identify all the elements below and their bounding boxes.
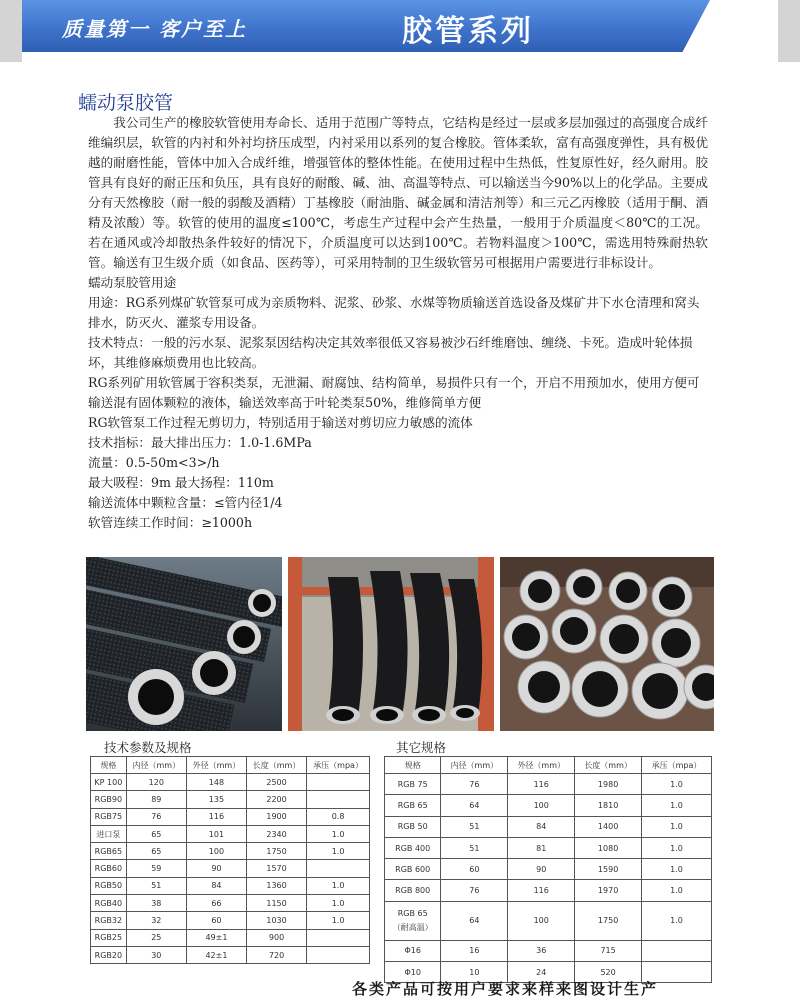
- table-cell: 51: [441, 837, 508, 858]
- table-cell: 1360: [247, 877, 307, 894]
- table-cell: [307, 946, 370, 963]
- table-cell: 116: [508, 880, 575, 901]
- table-row: [385, 880, 712, 901]
- table-row: [91, 860, 370, 877]
- table-cell: RGB60: [91, 860, 127, 877]
- table-header-cell: 长度（mm）: [247, 757, 307, 774]
- table-cell: 1030: [247, 912, 307, 929]
- table-header-cell: 承压（mpa）: [642, 757, 712, 774]
- table-cell: RGB 65: [385, 795, 441, 816]
- table-cell: 30: [126, 946, 186, 963]
- table-cell: 116: [186, 808, 246, 825]
- table-row: [385, 901, 712, 940]
- table-row: [91, 825, 370, 842]
- table-cell: 66: [186, 895, 246, 912]
- table-cell: 720: [247, 946, 307, 963]
- table-cell: 76: [441, 774, 508, 795]
- table-header-cell: 内径（mm）: [441, 757, 508, 774]
- table-cell: RGB 600: [385, 859, 441, 880]
- table-cell: RGB50: [91, 877, 127, 894]
- table-cell: Φ10: [385, 962, 441, 983]
- table-cell: RGB 65 （耐高温）: [385, 901, 441, 940]
- table-cell: 1900: [247, 808, 307, 825]
- usage-paragraph: 用途：RG系列煤矿软管泵可成为亲质物料、泥浆、砂浆、水煤等物质输送首选设备及煤矿井下水仓清理和窝头排水，防灭火、灌浆专用设备。: [88, 295, 700, 330]
- table2-title: 其它规格: [396, 740, 447, 755]
- footer-note: 各类产品可按用户要求来样来图设计生产: [352, 980, 659, 998]
- table-cell: RGB 400: [385, 837, 441, 858]
- table-cell: 1570: [247, 860, 307, 877]
- table-cell: 89: [126, 791, 186, 808]
- table-cell: 120: [126, 774, 186, 791]
- table-cell: RGB25: [91, 929, 127, 946]
- table-cell: 1.0: [642, 774, 712, 795]
- table-cell: 1.0: [642, 859, 712, 880]
- table-cell: 16: [441, 940, 508, 961]
- table-cell: 90: [186, 860, 246, 877]
- table-cell: 135: [186, 791, 246, 808]
- table-cell: 1.0: [307, 912, 370, 929]
- table-cell: 0.8: [307, 808, 370, 825]
- spec-line-4: 输送流体中颗粒含量：≤管内径1/4: [88, 495, 283, 510]
- table-cell: RGB 50: [385, 816, 441, 837]
- table-cell: 1750: [575, 901, 642, 940]
- table-cell: 59: [126, 860, 186, 877]
- table-cell: 1.0: [307, 877, 370, 894]
- table-cell: RGB40: [91, 895, 127, 912]
- table-cell: [642, 940, 712, 961]
- table-header-cell: 承压（mpa）: [307, 757, 370, 774]
- table-cell: 60: [186, 912, 246, 929]
- table-cell: 1590: [575, 859, 642, 880]
- rg-paragraph: RG系列矿用软管属于容积类泵，无泄漏、耐腐蚀、结构简单，易损件只有一个，开启不用预加水，使用方便可输送混有固体颗粒的液体，输送效率高于叶轮类泵50%，维修简单方便: [88, 375, 700, 410]
- table-row: [385, 859, 712, 880]
- table1-title: 技术参数及规格: [104, 740, 192, 755]
- photo-hose-ends: [500, 557, 714, 731]
- table-header-cell: 规格: [91, 757, 127, 774]
- table-cell: RGB 800: [385, 880, 441, 901]
- table-cell: RGB65: [91, 843, 127, 860]
- table-cell: 900: [247, 929, 307, 946]
- tech-paragraph: 技术特点：一般的污水泵、泥浆泵因结构决定其效率很低又容易被沙石纤维磨蚀、缠绕、卡死。造成叶轮体损坏，其维修麻烦费用也比较高。: [88, 335, 693, 370]
- table-row: [385, 774, 712, 795]
- table-cell: [307, 791, 370, 808]
- table-cell: [307, 860, 370, 877]
- table-cell: 1750: [247, 843, 307, 860]
- table-cell: 49±1: [186, 929, 246, 946]
- table-cell: 32: [126, 912, 186, 929]
- table-cell: 2200: [247, 791, 307, 808]
- table-cell: [307, 929, 370, 946]
- table-cell: 进口泵: [91, 825, 127, 842]
- usage-heading: 蠕动泵胶管用途: [88, 275, 177, 290]
- intro-paragraph: 我公司生产的橡胶软管使用寿命长、适用于范围广等特点，它结构是经过一层或多层加强过的高强度合成纤维编织层，软管的内衬和外衬均挤压成型，内衬采用以系列的复合橡胶。管体柔软，富有高强度弹性，具有极优越的耐磨性能，管体中加入合成纤维，增强管体的整体性能。在使用过程中生热低，性复原性好，经久耐用。胶管具有良好的耐正压和负压，具有良好的耐酸、碱、油、高温等特点、可以输送当今90%以上的化学品。主要成分有天然橡胶（耐一般的弱酸及酒精）丁基橡胶（耐油脂、碱金属和清洁剂等）和三元乙丙橡胶（适用于酮、酒精及浓酸）等。软管的使用的温度≤100℃，考虑生产过程中会产生热量，一般用于介质温度＜80℃的工况。若在通风或冷却散热条件较好的情况下，介质温度可以达到100℃。若物料温度＞100℃，需选用特殊耐热软管。输送有卫生级介质（如食品、医药等），可采用特制的卫生级软管另可根据用户需要进行非标设计。: [88, 115, 708, 270]
- table-row: [385, 795, 712, 816]
- product-photos: [86, 557, 714, 731]
- table-row: [385, 816, 712, 837]
- table-cell: 100: [186, 843, 246, 860]
- table-cell: 76: [126, 808, 186, 825]
- table-cell: 1810: [575, 795, 642, 816]
- table-cell: 1.0: [642, 816, 712, 837]
- photo-ribbed-hoses: [86, 557, 282, 731]
- table-cell: 1.0: [642, 795, 712, 816]
- table-cell: 64: [441, 901, 508, 940]
- table-cell: 65: [126, 825, 186, 842]
- table-cell: 1.0: [642, 901, 712, 940]
- table-cell: 60: [441, 859, 508, 880]
- table-cell: 36: [508, 940, 575, 961]
- table-cell: 25: [126, 929, 186, 946]
- table-header-cell: 长度（mm）: [575, 757, 642, 774]
- table-cell: 100: [508, 901, 575, 940]
- body-text: [88, 113, 708, 533]
- table-cell: 1.0: [307, 825, 370, 842]
- table-cell: 101: [186, 825, 246, 842]
- table-cell: RGB90: [91, 791, 127, 808]
- table-cell: KP 100: [91, 774, 127, 791]
- header-slogan: 质量第一 客户至上: [62, 17, 247, 41]
- table-cell: 64: [441, 795, 508, 816]
- table-cell: RGB20: [91, 946, 127, 963]
- section-title: 蠕动泵胶管: [78, 92, 174, 114]
- table-header-cell: 规格: [385, 757, 441, 774]
- table-cell: 84: [508, 816, 575, 837]
- table-cell: 51: [441, 816, 508, 837]
- spec-line-2: 流量：0.5-50m<3>/h: [88, 455, 220, 470]
- spec-line-1: 技术指标：最大排出压力：1.0-1.6MPa: [88, 435, 312, 450]
- table-cell: RGB75: [91, 808, 127, 825]
- table-row: [91, 929, 370, 946]
- spec-table-1: [90, 756, 370, 964]
- table-row: [385, 837, 712, 858]
- table-cell: 1.0: [307, 843, 370, 860]
- table-cell: RGB 75: [385, 774, 441, 795]
- spec-line-5: 软管连续工作时间：≥1000h: [88, 515, 253, 530]
- table-cell: 1.0: [307, 895, 370, 912]
- table-row: [91, 791, 370, 808]
- table-row: [91, 774, 370, 791]
- table-cell: Φ16: [385, 940, 441, 961]
- table-header-cell: 内径（mm）: [126, 757, 186, 774]
- spec-table-2: [384, 756, 712, 983]
- table-cell: 24: [508, 962, 575, 983]
- table-cell: 1.0: [642, 837, 712, 858]
- table-cell: 520: [575, 962, 642, 983]
- table-cell: 715: [575, 940, 642, 961]
- table-cell: 2340: [247, 825, 307, 842]
- table-cell: 2500: [247, 774, 307, 791]
- photo-smooth-hoses: [288, 557, 494, 731]
- table-cell: 51: [126, 877, 186, 894]
- table-cell: 100: [508, 795, 575, 816]
- table-cell: 1400: [575, 816, 642, 837]
- table-cell: 1970: [575, 880, 642, 901]
- table-cell: 1.0: [642, 880, 712, 901]
- table-cell: 10: [441, 962, 508, 983]
- table-cell: 81: [508, 837, 575, 858]
- table-cell: 1150: [247, 895, 307, 912]
- table-cell: 84: [186, 877, 246, 894]
- table-cell: RGB32: [91, 912, 127, 929]
- table-cell: 148: [186, 774, 246, 791]
- table-row: [91, 895, 370, 912]
- table-cell: 42±1: [186, 946, 246, 963]
- spec-line-3: 最大吸程：9m 最大扬程：110m: [88, 475, 274, 490]
- table-row: [91, 843, 370, 860]
- shear-paragraph: RG软管泵工作过程无剪切力，特别适用于输送对剪切应力敏感的流体: [88, 415, 473, 430]
- table-header-cell: 外径（mm）: [508, 757, 575, 774]
- table-row: [91, 946, 370, 963]
- table-cell: 1980: [575, 774, 642, 795]
- table-row: [91, 877, 370, 894]
- table-row: [91, 808, 370, 825]
- table-cell: 38: [126, 895, 186, 912]
- table-cell: 65: [126, 843, 186, 860]
- table-row: [91, 912, 370, 929]
- table-cell: 90: [508, 859, 575, 880]
- table-row: [385, 940, 712, 961]
- table-cell: 1080: [575, 837, 642, 858]
- header-series-title: 胶管系列: [402, 14, 534, 49]
- table-header-cell: 外径（mm）: [186, 757, 246, 774]
- table-cell: 116: [508, 774, 575, 795]
- table-cell: [307, 774, 370, 791]
- table-cell: 76: [441, 880, 508, 901]
